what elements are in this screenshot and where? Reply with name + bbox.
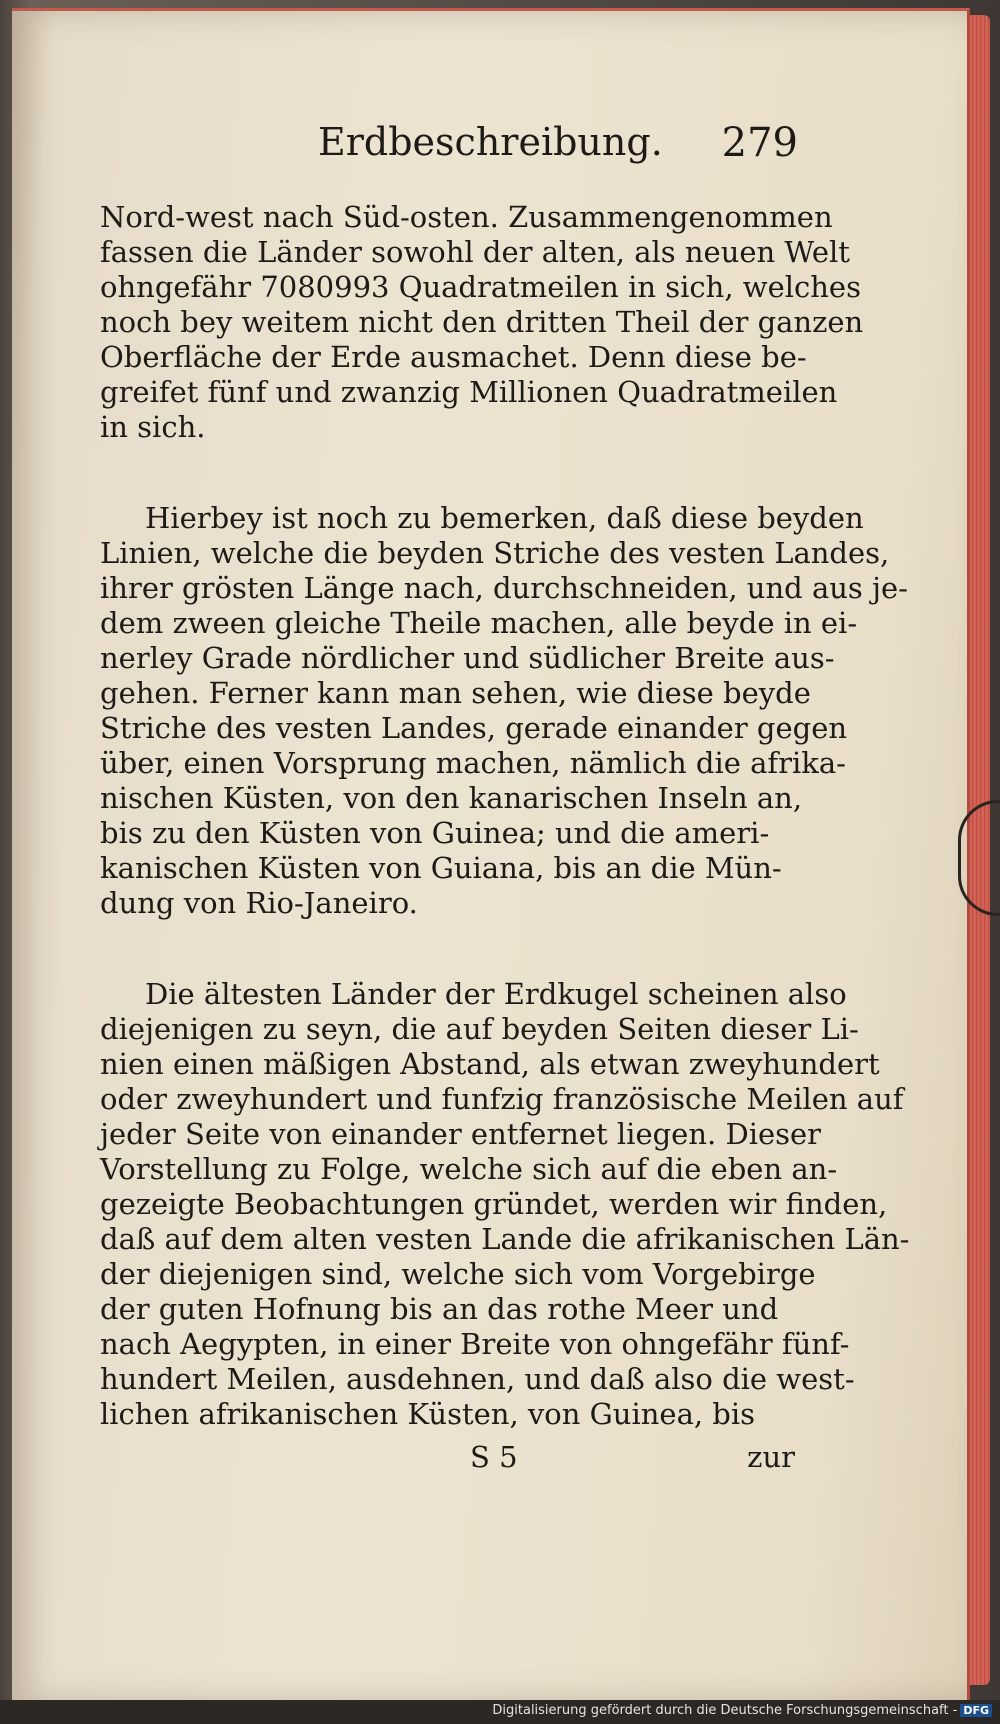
text-line: noch bey weitem nicht den dritten Theil der ganzen (100, 305, 864, 339)
text-line: Oberfläche der Erde ausmachet. Denn diese be- (100, 340, 807, 374)
text-line: nerley Grade nördlicher und südlicher Breite aus- (100, 641, 835, 675)
text-line: Nord-west nach Süd-osten. Zusammengenommen (100, 200, 833, 234)
text-line: der guten Hofnung bis an das rothe Meer und (100, 1292, 779, 1326)
catchword: zur (747, 1440, 795, 1474)
text-line: Die ältesten Länder der Erdkugel scheinen also (145, 977, 847, 1011)
paragraph-2 (100, 501, 908, 921)
text-line: der diejenigen sind, welche sich vom Vorgebirge (100, 1257, 816, 1291)
text-line: Striche des vesten Landes, gerade einander gegen (100, 711, 848, 745)
credit-text: Digitalisierung gefördert durch die Deutsche Forschungsgemeinschaft - (492, 1703, 958, 1718)
text-line: hundert Meilen, ausdehnen, und daß also die west- (100, 1362, 855, 1396)
text-line: gezeigte Beobachtungen gründet, werden wir finden, (100, 1187, 888, 1221)
text-line: diejenigen zu seyn, die auf beyden Seiten dieser Li- (100, 1012, 859, 1046)
text-line: greifet fünf und zwanzig Millionen Quadratmeilen (100, 375, 838, 409)
paragraph-gap (100, 445, 795, 501)
text-line: fassen die Länder sowohl der alten, als neuen Welt (100, 235, 850, 269)
paragraph-1 (100, 200, 864, 445)
text-line: gehen. Ferner kann man sehen, wie diese beyde (100, 676, 811, 710)
page-header (318, 120, 798, 180)
text-line: lichen afrikanischen Küsten, von Guinea, bis (100, 1397, 756, 1431)
page-number: 279 (721, 120, 798, 166)
text-line: nien einen mäßigen Abstand, als etwan zweyhundert (100, 1047, 880, 1081)
text-line: nischen Küsten, von den kanarischen Inseln an, (100, 781, 803, 815)
signature-mark: S 5 (470, 1440, 518, 1474)
dfg-logo: DFG (960, 1704, 992, 1717)
text-line: in sich. (100, 410, 206, 444)
text-line: daß auf dem alten vesten Lande die afrikanischen Län- (100, 1222, 910, 1256)
book-clasp (958, 800, 1000, 916)
paragraph-gap (100, 921, 795, 977)
paragraph-3 (100, 977, 910, 1432)
text-line: ihrer grösten Länge nach, durchschneiden, und aus je- (100, 571, 908, 605)
text-line: Vorstellung zu Folge, welche sich auf die eben an- (100, 1152, 838, 1186)
body-text (100, 200, 910, 1432)
text-line: dung von Rio-Janeiro. (100, 886, 418, 920)
text-line: kanischen Küsten von Guiana, bis an die Mün- (100, 851, 782, 885)
text-line: über, einen Vorsprung machen, nämlich die afrika- (100, 746, 846, 780)
running-title: Erdbeschreibung. (318, 120, 663, 164)
text-line: dem zween gleiche Theile machen, alle beyde in ei- (100, 606, 858, 640)
text-line: oder zweyhundert und funfzig französische Meilen auf (100, 1082, 904, 1116)
text-line: ohngefähr 7080993 Quadratmeilen in sich, welches (100, 270, 861, 304)
footer-line (100, 1440, 795, 1480)
text-line: Hierbey ist noch zu bemerken, daß diese beyden (145, 501, 864, 535)
digitization-credit (492, 1703, 992, 1718)
text-line: bis zu den Küsten von Guinea; und die ameri- (100, 816, 770, 850)
text-line: jeder Seite von einander entfernet liegen. Dieser (100, 1117, 822, 1151)
text-line: Linien, welche die beyden Striche des vesten Landes, (100, 536, 890, 570)
text-line: nach Aegypten, in einer Breite von ohngefähr fünf- (100, 1327, 850, 1361)
